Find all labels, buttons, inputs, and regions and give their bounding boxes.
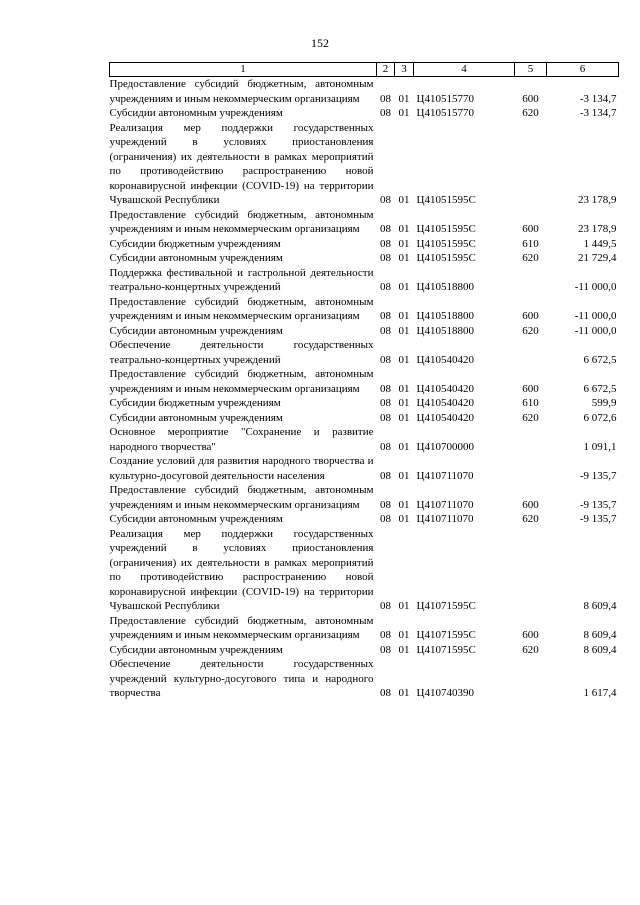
table-row — [110, 483, 619, 512]
row-section: 08 — [380, 281, 391, 293]
row-name: Предоставление субсидий бюджетным, автономным учреждениям и иным некоммерческим организациям — [109, 78, 374, 105]
row-amount: -9 135,7 — [579, 498, 617, 511]
row-target-article: Ц41051595С — [416, 252, 476, 264]
row-section: 08 — [380, 440, 391, 453]
row-expense-type: 600 — [522, 223, 539, 235]
row-section: 08 — [380, 513, 391, 525]
row-amount: -11 000,0 — [574, 281, 617, 293]
row-subsection: 01 — [398, 237, 410, 250]
row-amount: 6 672,5 — [583, 382, 617, 395]
column-header-section: 2 — [377, 63, 395, 77]
row-name: Предоставление субсидий бюджетным, автономным учреждениям и иным некоммерческим организациям — [109, 368, 374, 395]
row-name: Предоставление субсидий бюджетным, автономным учреждениям и иным некоммерческим организациям — [109, 208, 374, 235]
row-section: 08 — [380, 382, 391, 395]
row-subsection: 01 — [398, 643, 410, 656]
row-expense-type — [515, 338, 547, 367]
row-subsection: 01 — [398, 513, 410, 525]
row-expense-type: 620 — [522, 107, 539, 119]
row-expense-type: 620 — [522, 643, 539, 656]
row-section: 08 — [380, 92, 391, 105]
row-amount: -3 134,7 — [579, 92, 617, 105]
row-target-article: Ц410540420 — [416, 411, 474, 424]
row-name: Поддержка фестивальной и гастрольной деятельности театрально-концертных учреждений — [109, 266, 374, 293]
table-row — [110, 295, 619, 324]
row-amount: 1 091,1 — [583, 440, 617, 453]
row-subsection: 01 — [398, 469, 410, 482]
table-row — [110, 396, 619, 411]
row-expense-type — [515, 657, 547, 701]
row-target-article: Ц41051595С — [416, 194, 476, 206]
row-expense-type: 620 — [522, 252, 539, 264]
row-amount: 6 072,6 — [583, 411, 617, 424]
table-row — [110, 266, 619, 295]
table-row — [110, 643, 619, 658]
row-target-article: Ц410518800 — [416, 324, 474, 337]
table-row — [110, 512, 619, 527]
row-expense-type: 600 — [522, 310, 539, 322]
column-header-expense-type: 5 — [515, 63, 547, 77]
row-subsection: 01 — [398, 353, 410, 366]
row-section: 08 — [380, 687, 391, 699]
row-expense-type: 610 — [522, 397, 539, 409]
row-amount: 6 672,5 — [583, 353, 617, 366]
row-amount: 8 609,4 — [583, 629, 617, 641]
table-body — [110, 77, 619, 701]
row-name: Субсидии автономным учреждениям — [109, 643, 283, 656]
row-name: Субсидии бюджетным учреждениям — [109, 237, 281, 250]
row-name: Реализация мер поддержки государственных учреждений в условиях приостановления (ограничения) их деятельности в рамках мероприятий по противодействию распространению новой коронавирусной инфекции (COVID-19) на территории Чувашской Республики — [109, 121, 374, 206]
row-name: Реализация мер поддержки государственных учреждений в условиях приостановления (ограничения) их деятельности в рамках мероприятий по противодействию распространению новой коронавирусной инфекции (COVID-19) на территории Чувашской Республики — [109, 527, 374, 612]
table-row — [110, 411, 619, 426]
row-section: 08 — [380, 353, 391, 366]
table-row — [110, 527, 619, 614]
row-amount: -3 134,7 — [579, 107, 617, 119]
row-expense-type: 600 — [522, 92, 539, 105]
row-name: Создание условий для развития народного творчества и культурно-досуговой деятельности населения — [109, 455, 374, 482]
row-expense-type: 620 — [522, 513, 539, 525]
table-row — [110, 657, 619, 701]
row-subsection: 01 — [398, 310, 410, 322]
row-target-article: Ц41051595С — [416, 237, 476, 250]
row-target-article: Ц410515770 — [416, 92, 474, 105]
row-subsection: 01 — [398, 107, 410, 119]
row-name: Предоставление субсидий бюджетным, автономным учреждениям и иным некоммерческим организациям — [109, 295, 374, 322]
row-target-article: Ц410711070 — [416, 498, 474, 511]
row-subsection: 01 — [398, 600, 410, 612]
row-subsection: 01 — [398, 324, 410, 337]
row-expense-type — [515, 121, 547, 208]
row-subsection: 01 — [398, 411, 410, 424]
row-subsection: 01 — [398, 223, 410, 235]
row-name: Субсидии бюджетным учреждениям — [109, 397, 281, 409]
table-row — [110, 251, 619, 266]
row-target-article: Ц410711070 — [416, 513, 474, 525]
row-amount: -11 000,0 — [574, 324, 617, 337]
row-name: Обеспечение деятельности государственных учреждений культурно-досугового типа и народного творчества — [109, 658, 374, 699]
row-amount: 23 178,9 — [578, 194, 617, 206]
row-target-article: Ц410540420 — [416, 353, 474, 366]
table-row — [110, 106, 619, 121]
row-amount: 21 729,4 — [578, 252, 617, 264]
table-row — [110, 338, 619, 367]
row-subsection: 01 — [398, 92, 410, 105]
row-expense-type — [515, 266, 547, 295]
row-target-article: Ц41071595С — [416, 643, 476, 656]
table-row — [110, 77, 619, 107]
row-subsection: 01 — [398, 687, 410, 699]
column-header-name: 1 — [110, 63, 377, 77]
row-expense-type: 620 — [522, 324, 539, 337]
row-section: 08 — [380, 194, 391, 206]
row-subsection: 01 — [398, 629, 410, 641]
row-name: Основное мероприятие "Сохранение и развитие народного творчества" — [109, 426, 374, 453]
row-name: Предоставление субсидий бюджетным, автономным учреждениям и иным некоммерческим организациям — [109, 614, 374, 641]
row-subsection: 01 — [398, 281, 410, 293]
row-amount: 23 178,9 — [578, 223, 617, 235]
row-name: Субсидии автономным учреждениям — [109, 411, 283, 424]
row-subsection: 01 — [398, 194, 410, 206]
row-section: 08 — [380, 324, 391, 337]
row-target-article: Ц41071595С — [416, 629, 476, 641]
table-row — [110, 237, 619, 252]
row-target-article: Ц410518800 — [416, 281, 474, 293]
budget-table — [109, 62, 619, 701]
row-name: Обеспечение деятельности государственных театрально-концертных учреждений — [109, 339, 374, 366]
row-subsection: 01 — [398, 397, 410, 409]
row-expense-type — [515, 454, 547, 483]
row-name: Предоставление субсидий бюджетным, автономным учреждениям и иным некоммерческим организациям — [109, 484, 374, 511]
row-target-article: Ц410540420 — [416, 382, 474, 395]
row-name: Субсидии автономным учреждениям — [109, 252, 283, 264]
row-section: 08 — [380, 643, 391, 656]
row-section: 08 — [380, 310, 391, 322]
page-number: 152 — [311, 36, 329, 50]
column-header-subsection: 3 — [395, 63, 414, 77]
column-header-amount: 6 — [547, 63, 619, 77]
row-amount: -11 000,0 — [574, 310, 617, 322]
row-subsection: 01 — [398, 498, 410, 511]
row-section: 08 — [380, 600, 391, 612]
row-name: Субсидии автономным учреждениям — [109, 513, 283, 525]
row-expense-type: 600 — [522, 382, 539, 395]
table-row — [110, 121, 619, 208]
row-amount: 599,9 — [591, 397, 617, 409]
row-section: 08 — [380, 411, 391, 424]
row-section: 08 — [380, 223, 391, 235]
row-expense-type: 610 — [522, 237, 539, 250]
row-section: 08 — [380, 629, 391, 641]
row-target-article: Ц410518800 — [416, 310, 474, 322]
table-row — [110, 208, 619, 237]
table-row — [110, 614, 619, 643]
row-amount: 8 609,4 — [583, 643, 617, 656]
row-subsection: 01 — [398, 382, 410, 395]
table-row — [110, 454, 619, 483]
row-target-article: Ц41051595С — [416, 223, 476, 235]
row-section: 08 — [380, 397, 391, 409]
row-target-article: Ц410700000 — [416, 440, 474, 453]
row-expense-type — [515, 527, 547, 614]
row-target-article: Ц410515770 — [416, 107, 474, 119]
row-subsection: 01 — [398, 440, 410, 453]
row-subsection: 01 — [398, 252, 410, 264]
row-target-article: Ц410711070 — [416, 469, 474, 482]
row-amount: 1 449,5 — [583, 237, 617, 250]
row-target-article: Ц410540420 — [416, 397, 474, 409]
row-amount: -9 135,7 — [579, 469, 617, 482]
table-row — [110, 425, 619, 454]
row-expense-type — [515, 425, 547, 454]
row-name: Субсидии автономным учреждениям — [109, 324, 283, 337]
row-amount: -9 135,7 — [579, 513, 617, 525]
table-row — [110, 367, 619, 396]
column-header-target-article: 4 — [414, 63, 515, 77]
row-section: 08 — [380, 469, 391, 482]
table-row — [110, 324, 619, 339]
row-name: Субсидии автономным учреждениям — [109, 107, 283, 119]
row-section: 08 — [380, 498, 391, 511]
row-section: 08 — [380, 252, 391, 264]
row-amount: 1 617,4 — [583, 687, 617, 699]
row-expense-type: 620 — [522, 411, 539, 424]
row-section: 08 — [380, 237, 391, 250]
row-expense-type: 600 — [522, 629, 539, 641]
table-header-row — [110, 63, 619, 77]
row-section: 08 — [380, 107, 391, 119]
row-target-article: Ц41071595С — [416, 600, 476, 612]
row-amount: 8 609,4 — [583, 600, 617, 612]
row-expense-type: 600 — [522, 498, 539, 511]
row-target-article: Ц410740390 — [416, 687, 474, 699]
